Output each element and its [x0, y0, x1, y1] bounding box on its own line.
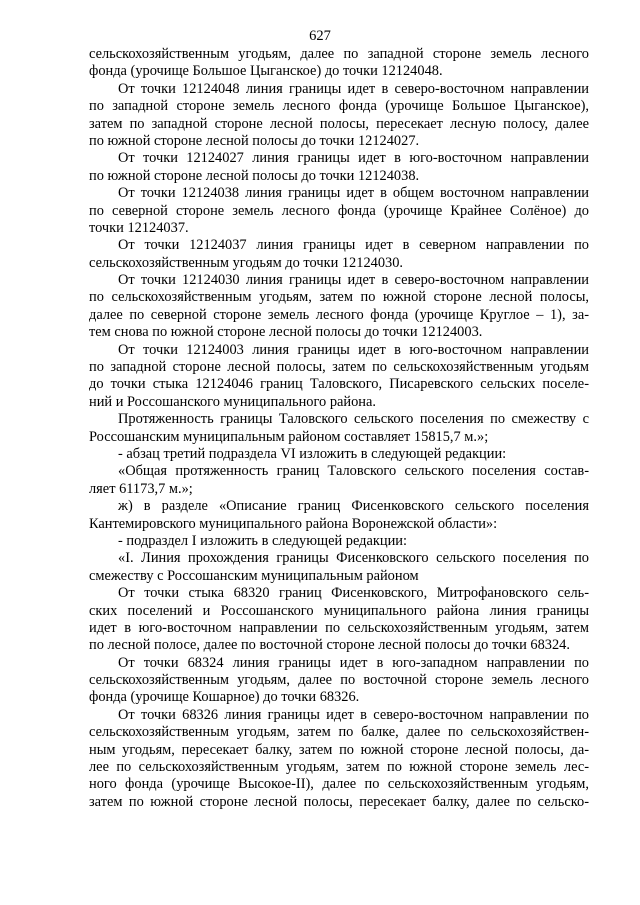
text-line: «I. Линия прохождения границы Фисенковского сельского поселения по: [118, 550, 589, 567]
text-line: сельскохозяйственным угодьям, далее по западной стороне земель лесного: [89, 46, 589, 62]
text-line: От точки 12124048 линия границы идет в северо-восточном направлении: [118, 80, 589, 97]
text-line: лее по сельскохозяйственным угодьям, затем по южной стороне земель лес-: [89, 759, 589, 776]
text-line: по западной стороне земель лесного фонда (урочище Большое Цыганское),: [89, 98, 589, 115]
text-line: по сельскохозяйственным угодьям, затем по южной стороне лесной полосы,: [89, 289, 589, 306]
text-line: От точки 68326 линия границы идет в северо-восточном направлении по: [118, 706, 589, 723]
text-line: ным угодьям, пересекает балку, затем по южной стороне лесной полосы, да-: [89, 741, 589, 758]
text-line: - подраздел I изложить в следующей редакции:: [118, 532, 407, 549]
text-line: далее по северной стороне земель лесного фонда (урочище Круглое – 1), за-: [89, 306, 589, 323]
text-line: до точки стыка 12124046 границ Таловского, Писаревского сельских поселе-: [89, 376, 589, 393]
text-line: по западной стороне лесной полосы, затем по сельскохозяйственным угодьям: [89, 359, 589, 376]
text-line: - абзац третий подраздела VI изложить в следующей редакции:: [118, 445, 507, 462]
document-body: [89, 46, 589, 811]
page-number: 627: [309, 28, 331, 44]
text-line: ских поселений и Россошанского муниципального района линия границы: [89, 602, 589, 619]
text-line: затем по южной стороне лесной полосы, пересекает балку, далее по сельско-: [89, 793, 589, 810]
text-line: От точки 12124003 линия границы идет в юго-восточном направлении: [118, 341, 589, 358]
text-line: От точки 12124027 линия границы идет в юго-восточном направлении: [118, 150, 589, 167]
text-line: по лесной полосе, далее по восточной стороне лесной полосы до точки 68324.: [89, 637, 570, 654]
text-line: Кантемировского муниципального района Воронежской области»:: [89, 515, 498, 532]
text-line: сельскохозяйственным угодьям, затем по балке, далее по сельскохозяйствен-: [89, 724, 589, 741]
text-line: ж) в разделе «Описание границ Фисенковского сельского поселения: [118, 498, 589, 515]
text-line: ляет 61173,7 м.»;: [89, 480, 193, 497]
text-line: сельскохозяйственным угодьям, далее по восточной стороне земель лесного: [89, 672, 589, 689]
text-line: От точки 68324 линия границы идет в юго-западном направлении по: [118, 654, 589, 671]
text-line: по южной стороне лесной полосы до точки 12124038.: [89, 167, 420, 184]
text-line: сельскохозяйственным угодьям до точки 12124030.: [89, 254, 404, 271]
text-line: Россошанским муниципальным районом составляет 15815,7 м.»;: [89, 428, 489, 445]
text-line: ний и Россошанского муниципального района.: [89, 393, 376, 410]
text-line: От точки 12124030 линия границы идет в северо-восточном направлении: [118, 272, 589, 289]
text-line: идет в юго-восточном направлении по сельскохозяйственным угодьям, затем: [89, 619, 589, 636]
text-line: точки 12124037.: [89, 219, 189, 236]
text-line: От точки стыка 68320 границ Фисенковского, Митрофановского сель-: [118, 585, 589, 602]
text-line: фонда (урочище Большое Цыганское) до точки 12124048.: [89, 63, 443, 80]
text-line: Протяженность границы Таловского сельского поселения по смежеству с: [118, 411, 589, 428]
text-line: затем по западной стороне лесной полосы, пересекает лесную полосу, далее: [89, 115, 589, 132]
text-line: ного фонда (урочище Высокое-II), далее по сельскохозяйственным угодьям,: [89, 776, 589, 793]
text-line: тем снова по южной стороне лесной полосы до точки 12124003.: [89, 324, 483, 341]
text-line: От точки 12124038 линия границы идет в общем восточном направлении: [118, 185, 589, 202]
text-line: смежеству с Россошанским муниципальным районом: [89, 567, 419, 584]
text-line: «Общая протяженность границ Таловского сельского поселения состав-: [118, 463, 589, 480]
text-line: по северной стороне земель лесного фонда (урочище Крайнее Солёное) до: [89, 202, 589, 219]
text-line: по южной стороне лесной полосы до точки 12124027.: [89, 132, 420, 149]
text-line: От точки 12124037 линия границы идет в северном направлении по: [118, 237, 589, 254]
text-line: фонда (урочище Кошарное) до точки 68326.: [89, 689, 360, 706]
